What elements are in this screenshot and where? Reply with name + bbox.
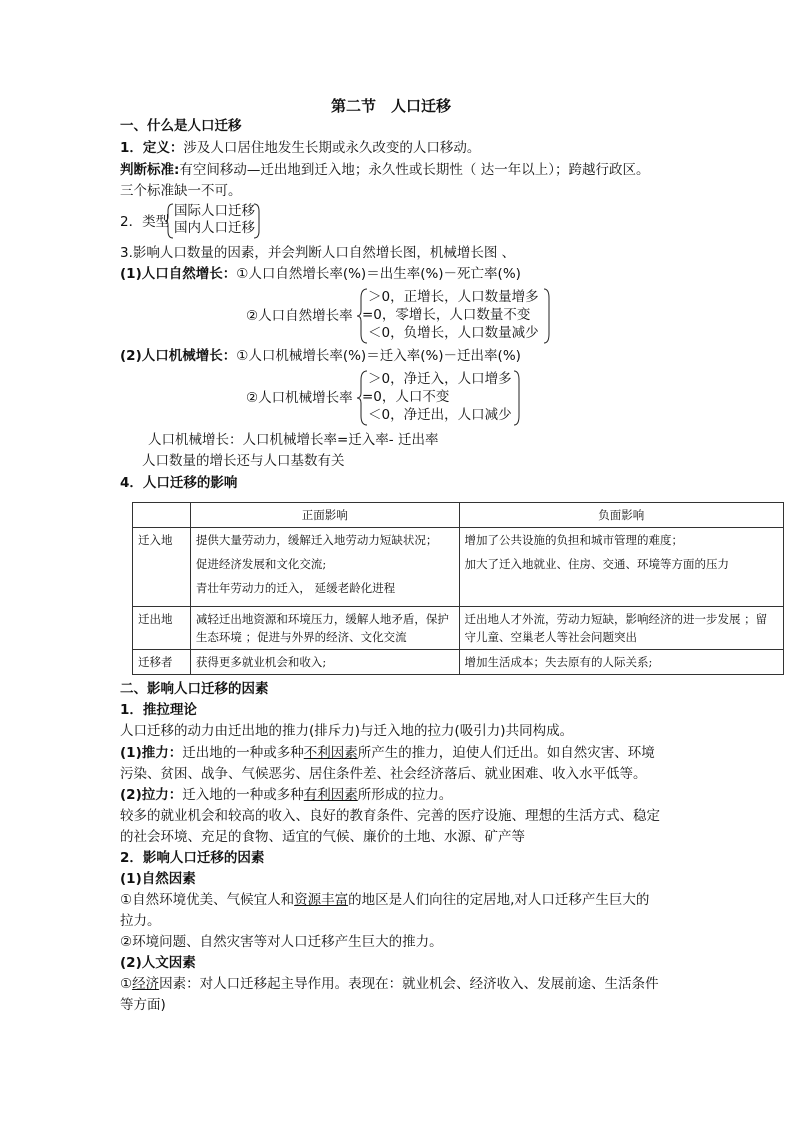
push-underlined: 不利因素 [303, 745, 358, 761]
criteria-text: 有空间移动—迁出地到迁入地；永久性或长期性（ 达一年以上）；跨越行政区。 [179, 162, 650, 178]
mechanical-case: ＜0，净迁出，人口减少 [368, 407, 512, 423]
pull-line [120, 785, 452, 805]
table-header-cell: 正面影响 [190, 503, 459, 528]
positive-cell: 减轻迁出地资源和环境压力，缓解人地矛盾，保护生态环境 ；促进与外界的经济、文化交流 [190, 607, 459, 650]
push-pull-heading: 1．推拉理论 [120, 702, 197, 718]
mechanical-growth-label: (2)人口机械增长： [120, 348, 237, 364]
mechanical-note: 人口机械增长：人口机械增长率=迁入率- 迁出率 [148, 432, 439, 448]
mechanical-rate-label: ②人口机械增长率 [246, 390, 353, 406]
natural-factors-heading: (1)自然因素 [120, 871, 196, 887]
mechanical-rate-brace-right [512, 370, 522, 426]
positive-item: 促进经济发展和文化交流; [195, 557, 327, 571]
factors-heading: 3.影响人口数量的因素，并会判断人口自然增长图，机械增长图 、 [120, 245, 516, 261]
row-label: 迁出地 [133, 607, 191, 650]
table-header-row [133, 503, 784, 528]
criteria-note: 三个标准缺一不可。 [120, 183, 242, 199]
pull-underlined: 有利因素 [303, 787, 358, 803]
page-title: 第二节 人口迁移 [331, 97, 452, 115]
mechanical-case: =0，人口不变 [362, 389, 450, 405]
natural-factor-underlined: 资源丰富 [294, 892, 349, 908]
mechanical-case: ＞0，净迁入，人口增多 [368, 371, 512, 387]
push-pull-text: 人口迁移的动力由迁出地的推力(排斥力)与迁入地的拉力(吸引力)共同构成。 [120, 723, 574, 739]
natural-case: ＜0，负增长，人口数量减少 [368, 325, 539, 341]
human-factor-1 [120, 974, 659, 994]
population-base-note: 人口数量的增长还与人口基数有关 [142, 453, 345, 469]
natural-rate-label: ②人口自然增长率 [246, 308, 353, 324]
types-label: 2．类型 [120, 214, 170, 230]
natural-growth-formula: ①人口自然增长率(%)＝出生率(%)－死亡率(%) [236, 266, 521, 282]
human-factor-1-cont: 等方面) [120, 997, 166, 1013]
positive-cell: 获得更多就业机会和收入; [190, 650, 459, 675]
definition-line [120, 138, 480, 158]
row-label: 迁入地 [133, 528, 191, 607]
positive-item: 青壮年劳动力的迁入， 延缓老龄化进程 [195, 581, 396, 595]
pull-text: 所形成的拉力。 [357, 787, 453, 803]
pull-text-3: 的社会环境、充足的食物、适宜的气候、廉价的土地、水源、矿产等 [120, 829, 525, 845]
definition-text: 涉及人口居住地发生长期或永久改变的人口移动。 [183, 140, 481, 156]
pull-text: 迁入地的一种或多种 [182, 787, 304, 803]
criteria-label: 判断标准: [120, 162, 180, 178]
type-item: 国内人口迁移 [174, 220, 255, 236]
pull-text-2: 较多的就业机会和较高的收入、良好的教育条件、完善的医疗设施、理想的生活方式、稳定 [120, 808, 660, 824]
push-text: 所产生的推力，迫使人们迁出。如自然灾害、环境 [357, 745, 655, 761]
table-header-cell [133, 503, 191, 528]
pull-label: (2)拉力： [120, 787, 183, 803]
human-factor-text: 因素：对人口迁移起主导作用。表现在：就业机会、经济收入、发展前途、生活条件 [159, 976, 659, 992]
push-line [120, 743, 655, 763]
push-label: (1)推力： [120, 745, 183, 761]
negative-item: 加大了迁入地就业、住房、交通、环境等方面的压力 [464, 557, 729, 571]
positive-cell [190, 528, 459, 607]
natural-factor-text: ①自然环境优美、气候宜人和 [120, 892, 295, 908]
negative-cell: 增加生活成本；失去原有的人际关系; [459, 650, 784, 675]
natural-factor-1-cont: 拉力。 [120, 913, 161, 929]
natural-rate-brace-right [542, 288, 552, 344]
type-item: 国际人口迁移 [174, 203, 255, 219]
mechanical-growth-formula: ①人口机械增长率(%)＝迁入率(%)－迁出率(%) [236, 348, 521, 364]
positive-item: 提供大量劳动力，缓解迁入地劳动力短缺状况； [195, 533, 438, 547]
row-label: 迁移者 [133, 650, 191, 675]
natural-factor-2: ②环境问题、自然灾害等对人口迁移产生巨大的推力。 [120, 934, 443, 950]
table-row [133, 607, 784, 650]
impact-table [132, 502, 784, 675]
human-factor-underlined: 经济 [132, 976, 160, 992]
section2-heading: 二、影响人口迁移的因素 [120, 681, 269, 697]
natural-factor-1 [120, 890, 649, 910]
natural-growth-label: (1)人口自然增长： [120, 266, 237, 282]
push-text: 迁出地的一种或多种 [182, 745, 304, 761]
natural-case: =0，零增长，人口数量不变 [362, 307, 531, 323]
definition-label: 1．定义： [120, 140, 184, 156]
mechanical-growth-line [120, 346, 521, 366]
table-header-cell: 负面影响 [459, 503, 784, 528]
impact-heading: 4．人口迁移的影响 [120, 475, 238, 491]
section1-heading: 一、什么是人口迁移 [120, 118, 242, 134]
human-factors-heading: (2)人文因素 [120, 955, 196, 971]
negative-item: 增加了公共设施的负担和城市管理的难度； [464, 533, 683, 547]
human-factor-text: ① [120, 976, 133, 992]
push-text-2: 污染、贫困、战争、气候恶劣、居住条件差、社会经济落后、就业困难、收入水平低等。 [120, 766, 647, 782]
natural-factor-text: 的地区是人们向往的定居地,对人口迁移产生巨大的 [348, 892, 650, 908]
types-brace-right [252, 203, 262, 239]
negative-cell [459, 528, 784, 607]
table-row [133, 528, 784, 607]
factors-heading-2: 2．影响人口迁移的因素 [120, 850, 265, 866]
criteria-line [120, 160, 649, 180]
natural-growth-line [120, 264, 521, 284]
table-row [133, 650, 784, 675]
negative-cell: 迁出地人才外流，劳动力短缺，影响经济的进一步发展 ；留守儿童、空巢老人等社会问题突出 [459, 607, 784, 650]
natural-case: ＞0，正增长，人口数量增多 [368, 289, 539, 305]
